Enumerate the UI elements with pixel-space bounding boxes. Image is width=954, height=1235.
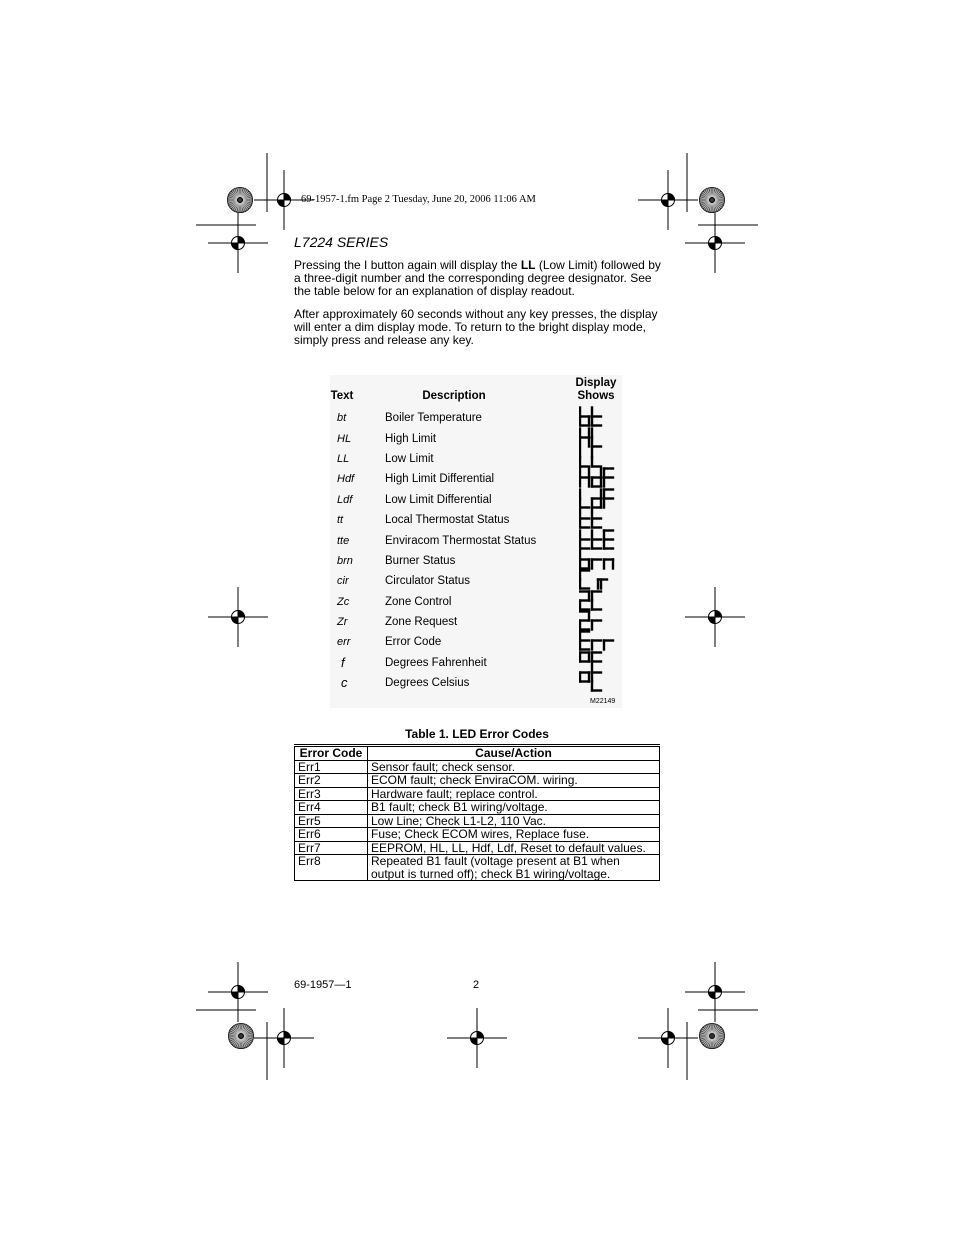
error-code-cell: Err4: [295, 801, 368, 815]
series-title: L7224 SERIES: [294, 234, 389, 250]
readout-text-0: bt: [337, 412, 347, 424]
error-code-cell: Err2: [295, 774, 368, 788]
readout-display-6: [579, 529, 618, 550]
intro-paragraph-bold: LL: [520, 258, 536, 272]
readout-text-9: Zc: [337, 596, 350, 608]
readout-display-5: [579, 508, 606, 529]
readout-display-2: [579, 447, 606, 468]
readout-display-11: [579, 630, 618, 651]
table-row: [295, 841, 660, 855]
readout-text-5: tt: [337, 514, 344, 526]
error-table-title: Table 1. LED Error Codes: [405, 727, 549, 741]
table-row: [295, 774, 660, 788]
col-header-text: Text: [330, 390, 354, 402]
readout-display-7: [579, 549, 618, 570]
readout-text-11: err: [337, 636, 351, 648]
readout-display-3: [579, 467, 618, 488]
cause-action-cell: Hardware fault; replace control.: [368, 787, 660, 801]
col-header-display-line1: Display: [575, 377, 617, 389]
table-row: [295, 787, 660, 801]
cause-action-cell: ECOM fault; check EnviraCOM. wiring.: [368, 774, 660, 788]
readout-display-0: [579, 406, 606, 427]
error-code-cell: Err3: [295, 787, 368, 801]
figure-code: M22149: [590, 698, 616, 705]
cause-action-cell: B1 fault; check B1 wiring/voltage.: [368, 801, 660, 815]
footer-doc-number: 69-1957—1: [294, 979, 352, 991]
intro-paragraph-end: (Low Limit) followed by a three-digit number and the corresponding degree designator. See the table below for an explanation of display readout.: [294, 258, 661, 299]
error-code-table: [294, 744, 660, 881]
header-error-code: Error Code: [295, 746, 368, 761]
readout-text-1: HL: [337, 433, 352, 445]
table-row: [295, 801, 660, 815]
readout-display-8: [579, 569, 612, 590]
readout-text-4: Ldf: [337, 494, 353, 506]
readout-text-12: f: [341, 655, 345, 670]
readout-description-2: Low Limit: [385, 453, 434, 465]
readout-description-3: High Limit Differential: [385, 473, 495, 485]
readout-description-13: Degrees Celsius: [385, 677, 470, 689]
error-code-cell: Err7: [295, 841, 368, 855]
readout-text-7: brn: [337, 555, 353, 567]
header-cause-action: Cause/Action: [368, 746, 660, 761]
readout-text-8: cir: [337, 575, 349, 587]
print-header: 69-1957-1.fm Page 2 Tuesday, June 20, 2006 11:06 AM: [301, 194, 536, 205]
dim-mode-paragraph: After approximately 60 seconds without any key presses, the display will enter a dim display mode. To return to the bright display mode, simply press and release any key.: [294, 307, 658, 348]
readout-display-10: [579, 610, 606, 631]
cause-action-cell: Sensor fault; check sensor.: [368, 760, 660, 774]
readout-description-11: Error Code: [385, 636, 442, 648]
cause-action-cell: Fuse; Check ECOM wires, Replace fuse.: [368, 828, 660, 842]
readout-description-10: Zone Request: [385, 616, 458, 628]
cause-action-cell: EEPROM, HL, LL, Hdf, Ldf, Reset to default values.: [368, 841, 660, 855]
readout-display-12: [579, 651, 606, 672]
intro-paragraph-start: Pressing the I button again will display the: [294, 258, 521, 272]
error-code-cell: Err5: [295, 814, 368, 828]
col-header-display-line2: Shows: [577, 390, 615, 402]
readout-description-5: Local Thermostat Status: [385, 514, 510, 526]
readout-text-13: c: [341, 675, 348, 690]
readout-description-0: Boiler Temperature: [385, 412, 482, 424]
table-row: [295, 828, 660, 842]
table-row: [295, 760, 660, 774]
intro-paragraph: [294, 259, 664, 299]
readout-display-4: [579, 488, 618, 509]
cause-action-cell: Low Line; Check L1-L2, 110 Vac.: [368, 814, 660, 828]
col-header-description: Description: [422, 390, 486, 402]
readout-description-6: Enviracom Thermostat Status: [385, 535, 537, 547]
table-row: [295, 855, 660, 881]
readout-description-1: High Limit: [385, 433, 437, 445]
error-code-cell: Err8: [295, 855, 368, 881]
cause-action-cell: Repeated B1 fault (voltage present at B1 when output is turned off); check B1 wiring/voltage.: [368, 855, 660, 881]
readout-description-12: Degrees Fahrenheit: [385, 657, 487, 669]
readout-text-2: LL: [337, 453, 350, 465]
col-header-display-shows: [566, 377, 626, 403]
readout-description-8: Circulator Status: [385, 575, 471, 587]
readout-description-7: Burner Status: [385, 555, 456, 567]
readout-display-9: [579, 590, 606, 611]
table-row: [295, 814, 660, 828]
readout-description-9: Zone Control: [385, 596, 452, 608]
error-table-body: [295, 760, 660, 881]
error-code-cell: Err6: [295, 828, 368, 842]
readout-text-6: tte: [337, 535, 350, 547]
footer-page-number: 2: [473, 979, 480, 991]
error-table-header-row: [295, 746, 660, 761]
readout-text-10: Zr: [337, 616, 348, 628]
readout-description-4: Low Limit Differential: [385, 494, 492, 506]
readout-display-1: [579, 427, 606, 448]
error-code-cell: Err1: [295, 760, 368, 774]
readout-display-13: [579, 671, 606, 692]
readout-text-3: Hdf: [337, 473, 355, 485]
